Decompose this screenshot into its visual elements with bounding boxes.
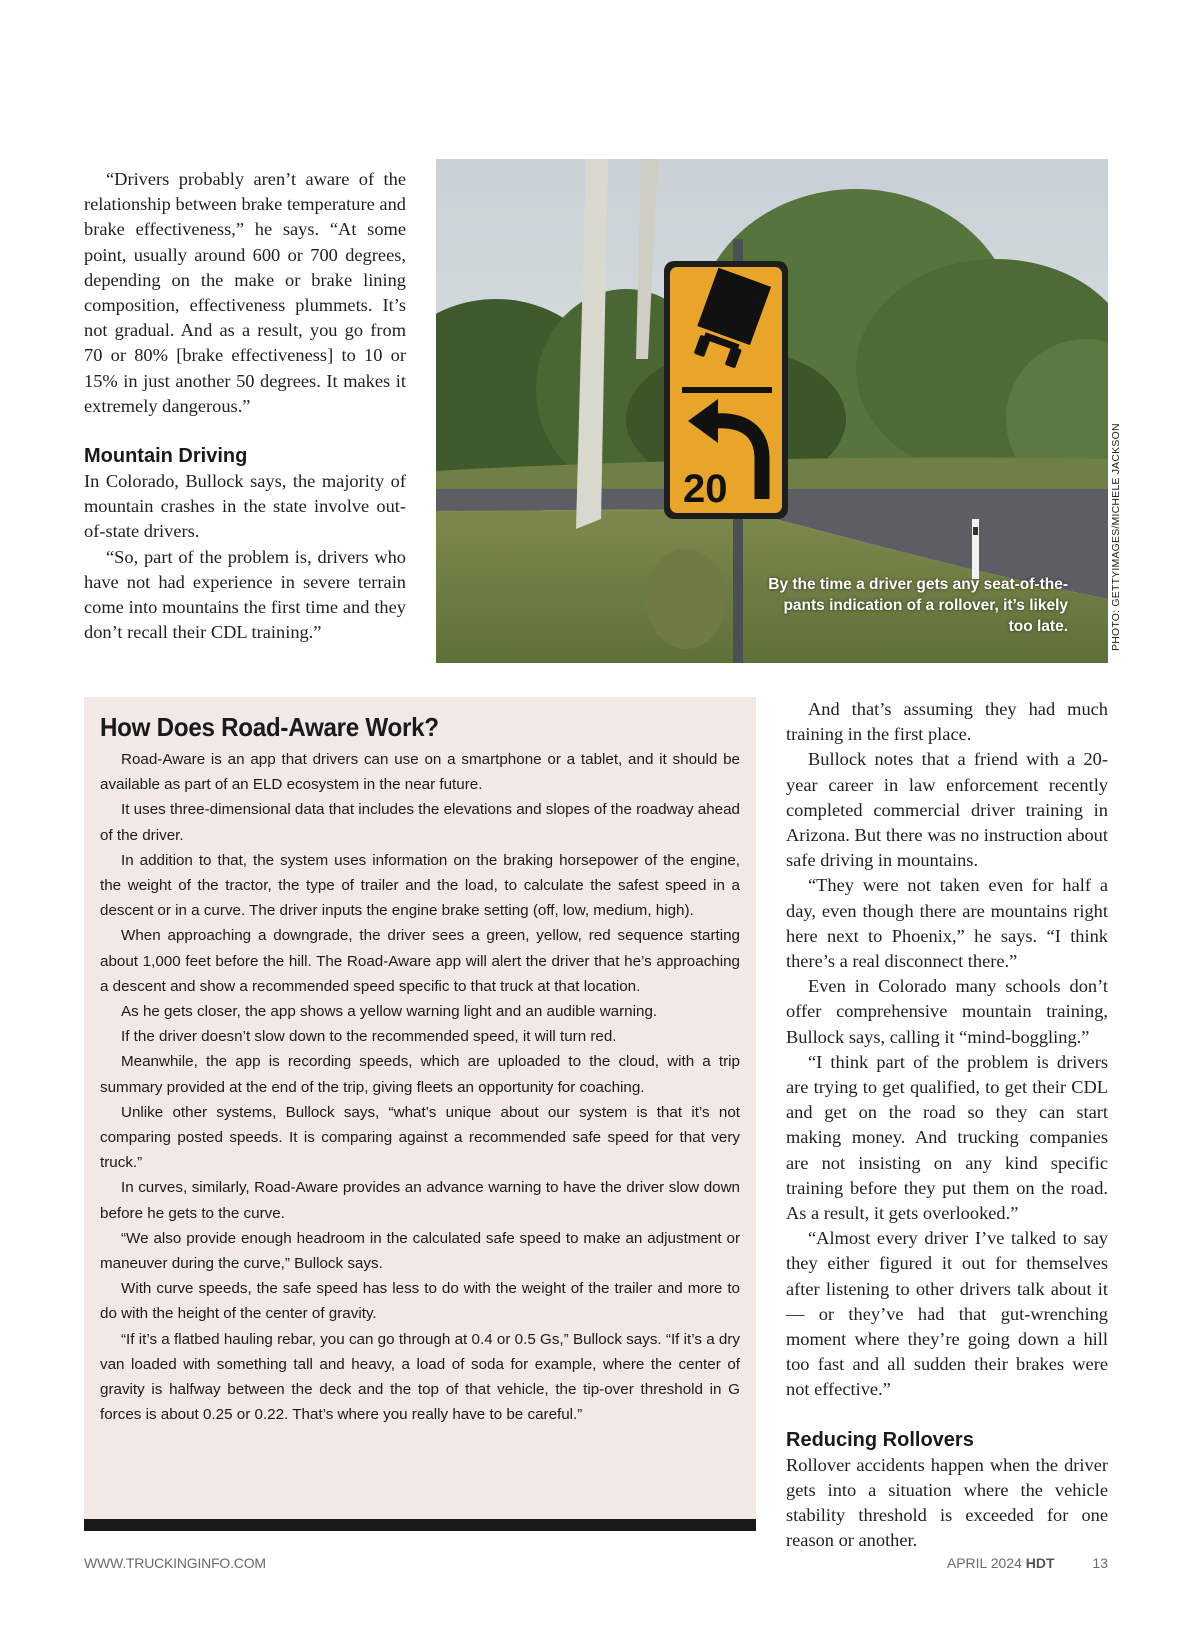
body-paragraph: In Colorado, Bullock says, the majority of mountain crashes in the state involve out-of-state drivers. [84, 471, 406, 542]
sidebar-paragraph: Meanwhile, the app is recording speeds, which are uploaded to the cloud, with a trip summary provided at the end of the trip, giving fleets an opportunity for coaching. [100, 1053, 740, 1096]
sidebar-paragraph: When approaching a downgrade, the driver sees a green, yellow, red sequence starting about 1,000 feet before the hill. The Road-Aware app will alert the driver that he’s approaching a descent and show a recommended speed specific to that truck at that location. [100, 927, 740, 995]
footer-issue [947, 1555, 1108, 1571]
photo-caption: By the time a driver gets any seat-of-the-pants indication of a rollover, it’s likely too late. [768, 576, 1068, 635]
section-heading: Mountain Driving [84, 445, 248, 468]
sidebar-paragraph: In addition to that, the system uses information on the braking horsepower of the engine, the weight of the tractor, the type of trailer and the load, to calculate the safest speed in a descent or in a curve. The driver inputs the engine brake setting (off, low, medium, high). [100, 851, 740, 920]
body-paragraph: “Almost every driver I’ve talked to say they either figured it out for themselves after listening to other drivers talk about it — or they’ve had that gut-wrenching moment where they’re going down a hill too fast and all sudden their brakes were not effective.” [786, 1228, 1108, 1400]
left-column [84, 167, 406, 645]
photo-credit-text: PHOTO: GETTYIMAGES/MICHELE JACKSON [1110, 423, 1122, 651]
sign-speed-value: 20 [683, 467, 728, 511]
section-heading: Reducing Rollovers [786, 1428, 974, 1451]
page-number: 13 [1092, 1555, 1108, 1571]
body-paragraph: And that’s assuming they had much training in the first place. [786, 699, 1108, 745]
sidebar-paragraph: In curves, similarly, Road-Aware provides an advance warning to have the driver slow down before he gets to the curve. [100, 1179, 740, 1222]
right-column [786, 697, 1108, 1554]
page-footer [84, 1555, 1108, 1575]
sidebar-paragraph: Unlike other systems, Bullock says, “what’s unique about our system is that it’s not comparing posted speeds. It is comparing against a recommended safe speed for that very truck.” [100, 1103, 740, 1172]
photo-credit [1110, 423, 1124, 663]
body-paragraph: “They were not taken even for half a day, even though there are mountains right here next to Phoenix,” he says. “I think there’s a real disconnect there.” [786, 875, 1108, 972]
sidebar-paragraph: Road-Aware is an app that drivers can use on a smartphone or a tablet, and it should be available as part of an ELD ecosystem in the near future. [100, 751, 740, 794]
footer-magazine-name: HDT [1025, 1555, 1055, 1571]
body-paragraph: “So, part of the problem is, drivers who have not had experience in severe terrain come into mountains the first time and they don’t recall their CDL training.” [84, 546, 406, 643]
sidebar-bottom-rule [84, 1519, 756, 1531]
footer-issue-date: APRIL 2024 [946, 1555, 1022, 1571]
sidebar-body [100, 747, 740, 1427]
body-paragraph: “Drivers probably aren’t aware of the relationship between brake temperature and brake effectiveness,” he says. “At some point, usually around 600 or 700 degrees, depending on the make or brake lining composition, effectiveness plummets. It’s not gradual. And as a result, you go from 70 or 80% [brake effectiveness] to 10 or 15% in just another 50 degrees. It makes it extremely dangerous.” [84, 169, 406, 416]
body-paragraph: Even in Colorado many schools don’t offer comprehensive mountain training, Bullock says, calling it “mind-boggling.” [786, 976, 1108, 1047]
sidebar-paragraph: With curve speeds, the safe speed has less to do with the weight of the trailer and more to do with the height of the center of gravity. [100, 1280, 740, 1323]
sidebar-paragraph: It uses three-dimensional data that includes the elevations and slopes of the roadway ahead of the driver. [100, 801, 740, 844]
sidebar-paragraph: “If it’s a flatbed hauling rebar, you can go through at 0.4 or 0.5 Gs,” Bullock says. “If it’s a dry van loaded with something tall and heavy, a load of soda for example, where the center of gravity is halfway between the deck and the top of that vehicle, the tip-over threshold in G forces is about 0.25 or 0.22. That’s where you really have to be careful.” [100, 1330, 740, 1424]
sidebar-title: How Does Road-Aware Work? [100, 712, 439, 742]
body-paragraph: “I think part of the problem is drivers are trying to get qualified, to get their CDL and get on the road so they can start making money. And trucking companies are not insisting on any kind specific training before they put them on the road. As a result, it gets overlooked.” [786, 1051, 1108, 1224]
footer-website-link[interactable]: WWW.TRUCKINGINFO.COM [84, 1555, 266, 1571]
sidebar-box [84, 697, 756, 1519]
body-paragraph: Bullock notes that a friend with a 20-year career in law enforcement recently completed commercial driver training in Arizona. But there was no instruction about safe driving in mountains. [786, 749, 1108, 871]
sidebar-paragraph: “We also provide enough headroom in the calculated safe speed to make an adjustment or maneuver during the curve,” Bullock says. [100, 1229, 740, 1273]
body-paragraph: Rollover accidents happen when the driver gets into a situation where the vehicle stability threshold is exceeded for one reason or another. [786, 1454, 1108, 1551]
sidebar-paragraph: If the driver doesn’t slow down to the recommended speed, it will turn red. [121, 1028, 617, 1046]
road-sign-photo [436, 159, 1108, 663]
sidebar-paragraph: As he gets closer, the app shows a yellow warning light and an audible warning. [121, 1003, 658, 1021]
